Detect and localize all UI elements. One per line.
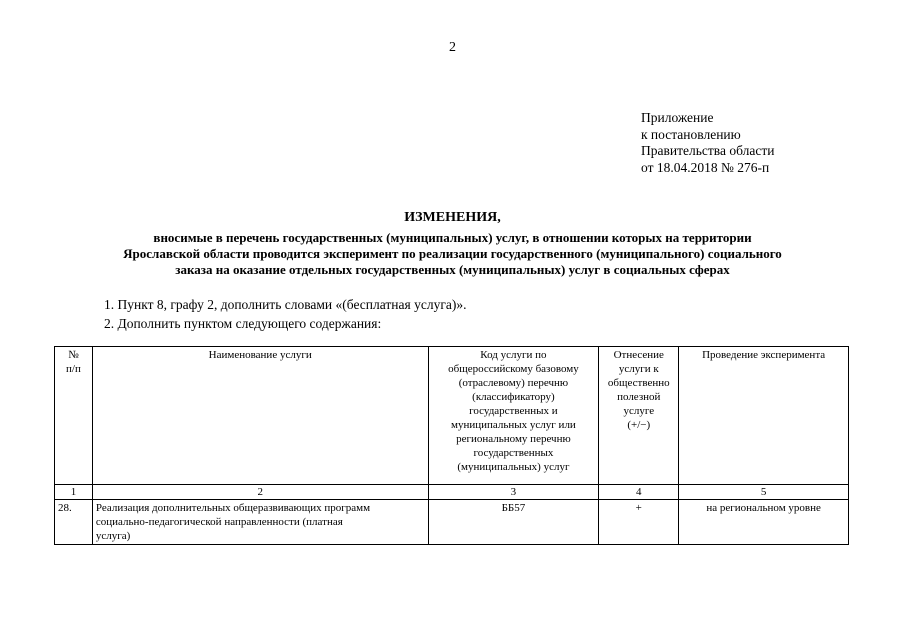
header-social xyxy=(599,347,679,485)
row-name-line: социально-педагогической направленности (платная xyxy=(95,516,343,528)
row-name-line: Реализация дополнительных общеразвивающих программ xyxy=(95,502,371,514)
header-code xyxy=(428,347,599,485)
header-text: Наименование услуги xyxy=(208,349,312,361)
header-text: (муниципальных) услуг xyxy=(457,461,570,473)
header-text: муниципальных услуг или xyxy=(451,419,576,431)
row-experiment: на региональном уровне xyxy=(679,500,849,545)
header-text: Код услуги по xyxy=(480,349,547,361)
header-text: государственных xyxy=(473,447,554,459)
header-text: № xyxy=(68,349,79,361)
paragraph-1: 1. Пункт 8, графу 2, дополнить словами «(бесплатная услуга)». xyxy=(104,297,467,312)
annex-line: Правительства области xyxy=(641,143,775,158)
column-number: 3 xyxy=(428,485,599,500)
row-social: + xyxy=(599,500,679,545)
column-number: 5 xyxy=(679,485,849,500)
annex-line: к постановлению xyxy=(641,126,741,142)
row-code: ББ57 xyxy=(428,500,599,545)
header-text: полезной xyxy=(617,391,661,403)
header-name xyxy=(92,347,428,485)
header-text: (+/−) xyxy=(627,419,651,431)
header-text: региональному перечню xyxy=(456,433,571,445)
header-text: (отраслевому) перечню xyxy=(458,377,569,389)
table-header-row xyxy=(55,347,849,485)
column-number: 1 xyxy=(55,485,93,500)
subtitle-line: заказа на оказание отдельных государственных (муниципальных) услуг в социальных сферах xyxy=(175,262,730,277)
header-text: услуге xyxy=(623,405,655,417)
header-text: (классификатору) xyxy=(472,391,555,403)
column-number: 2 xyxy=(92,485,428,500)
page-number: 2 xyxy=(449,40,456,55)
subtitle-line: Ярославской области проводится эксперимент по реализации государственного (муниципального) социального xyxy=(123,246,782,261)
header-text: Отнесение xyxy=(613,349,664,361)
table-row xyxy=(55,500,849,545)
header-text: общественно xyxy=(607,377,670,389)
header-text: Проведение эксперимента xyxy=(702,349,826,361)
column-number-row xyxy=(55,485,849,500)
document-subtitle xyxy=(40,230,865,278)
row-name xyxy=(92,500,428,545)
document-title: ИЗМЕНЕНИЯ, xyxy=(404,210,501,225)
header-text: государственных и xyxy=(469,405,558,417)
header-text: услуги к xyxy=(618,363,659,375)
header-text: п/п xyxy=(66,363,81,375)
paragraph-2: 2. Дополнить пунктом следующего содержания: xyxy=(104,316,382,331)
header-text: общероссийскому базовому xyxy=(448,363,579,375)
header-num xyxy=(55,347,93,485)
row-name-line: услуга) xyxy=(95,530,131,542)
header-experiment xyxy=(679,347,849,485)
services-table xyxy=(54,346,849,545)
annex-line: Приложение xyxy=(641,110,714,125)
column-number: 4 xyxy=(599,485,679,500)
subtitle-line: вносимые в перечень государственных (муниципальных) услуг, в отношении которых на территории xyxy=(153,230,752,245)
annex-line: от 18.04.2018 № 276-п xyxy=(641,159,770,175)
annex-block xyxy=(641,110,774,176)
row-num: 28. xyxy=(55,500,93,545)
